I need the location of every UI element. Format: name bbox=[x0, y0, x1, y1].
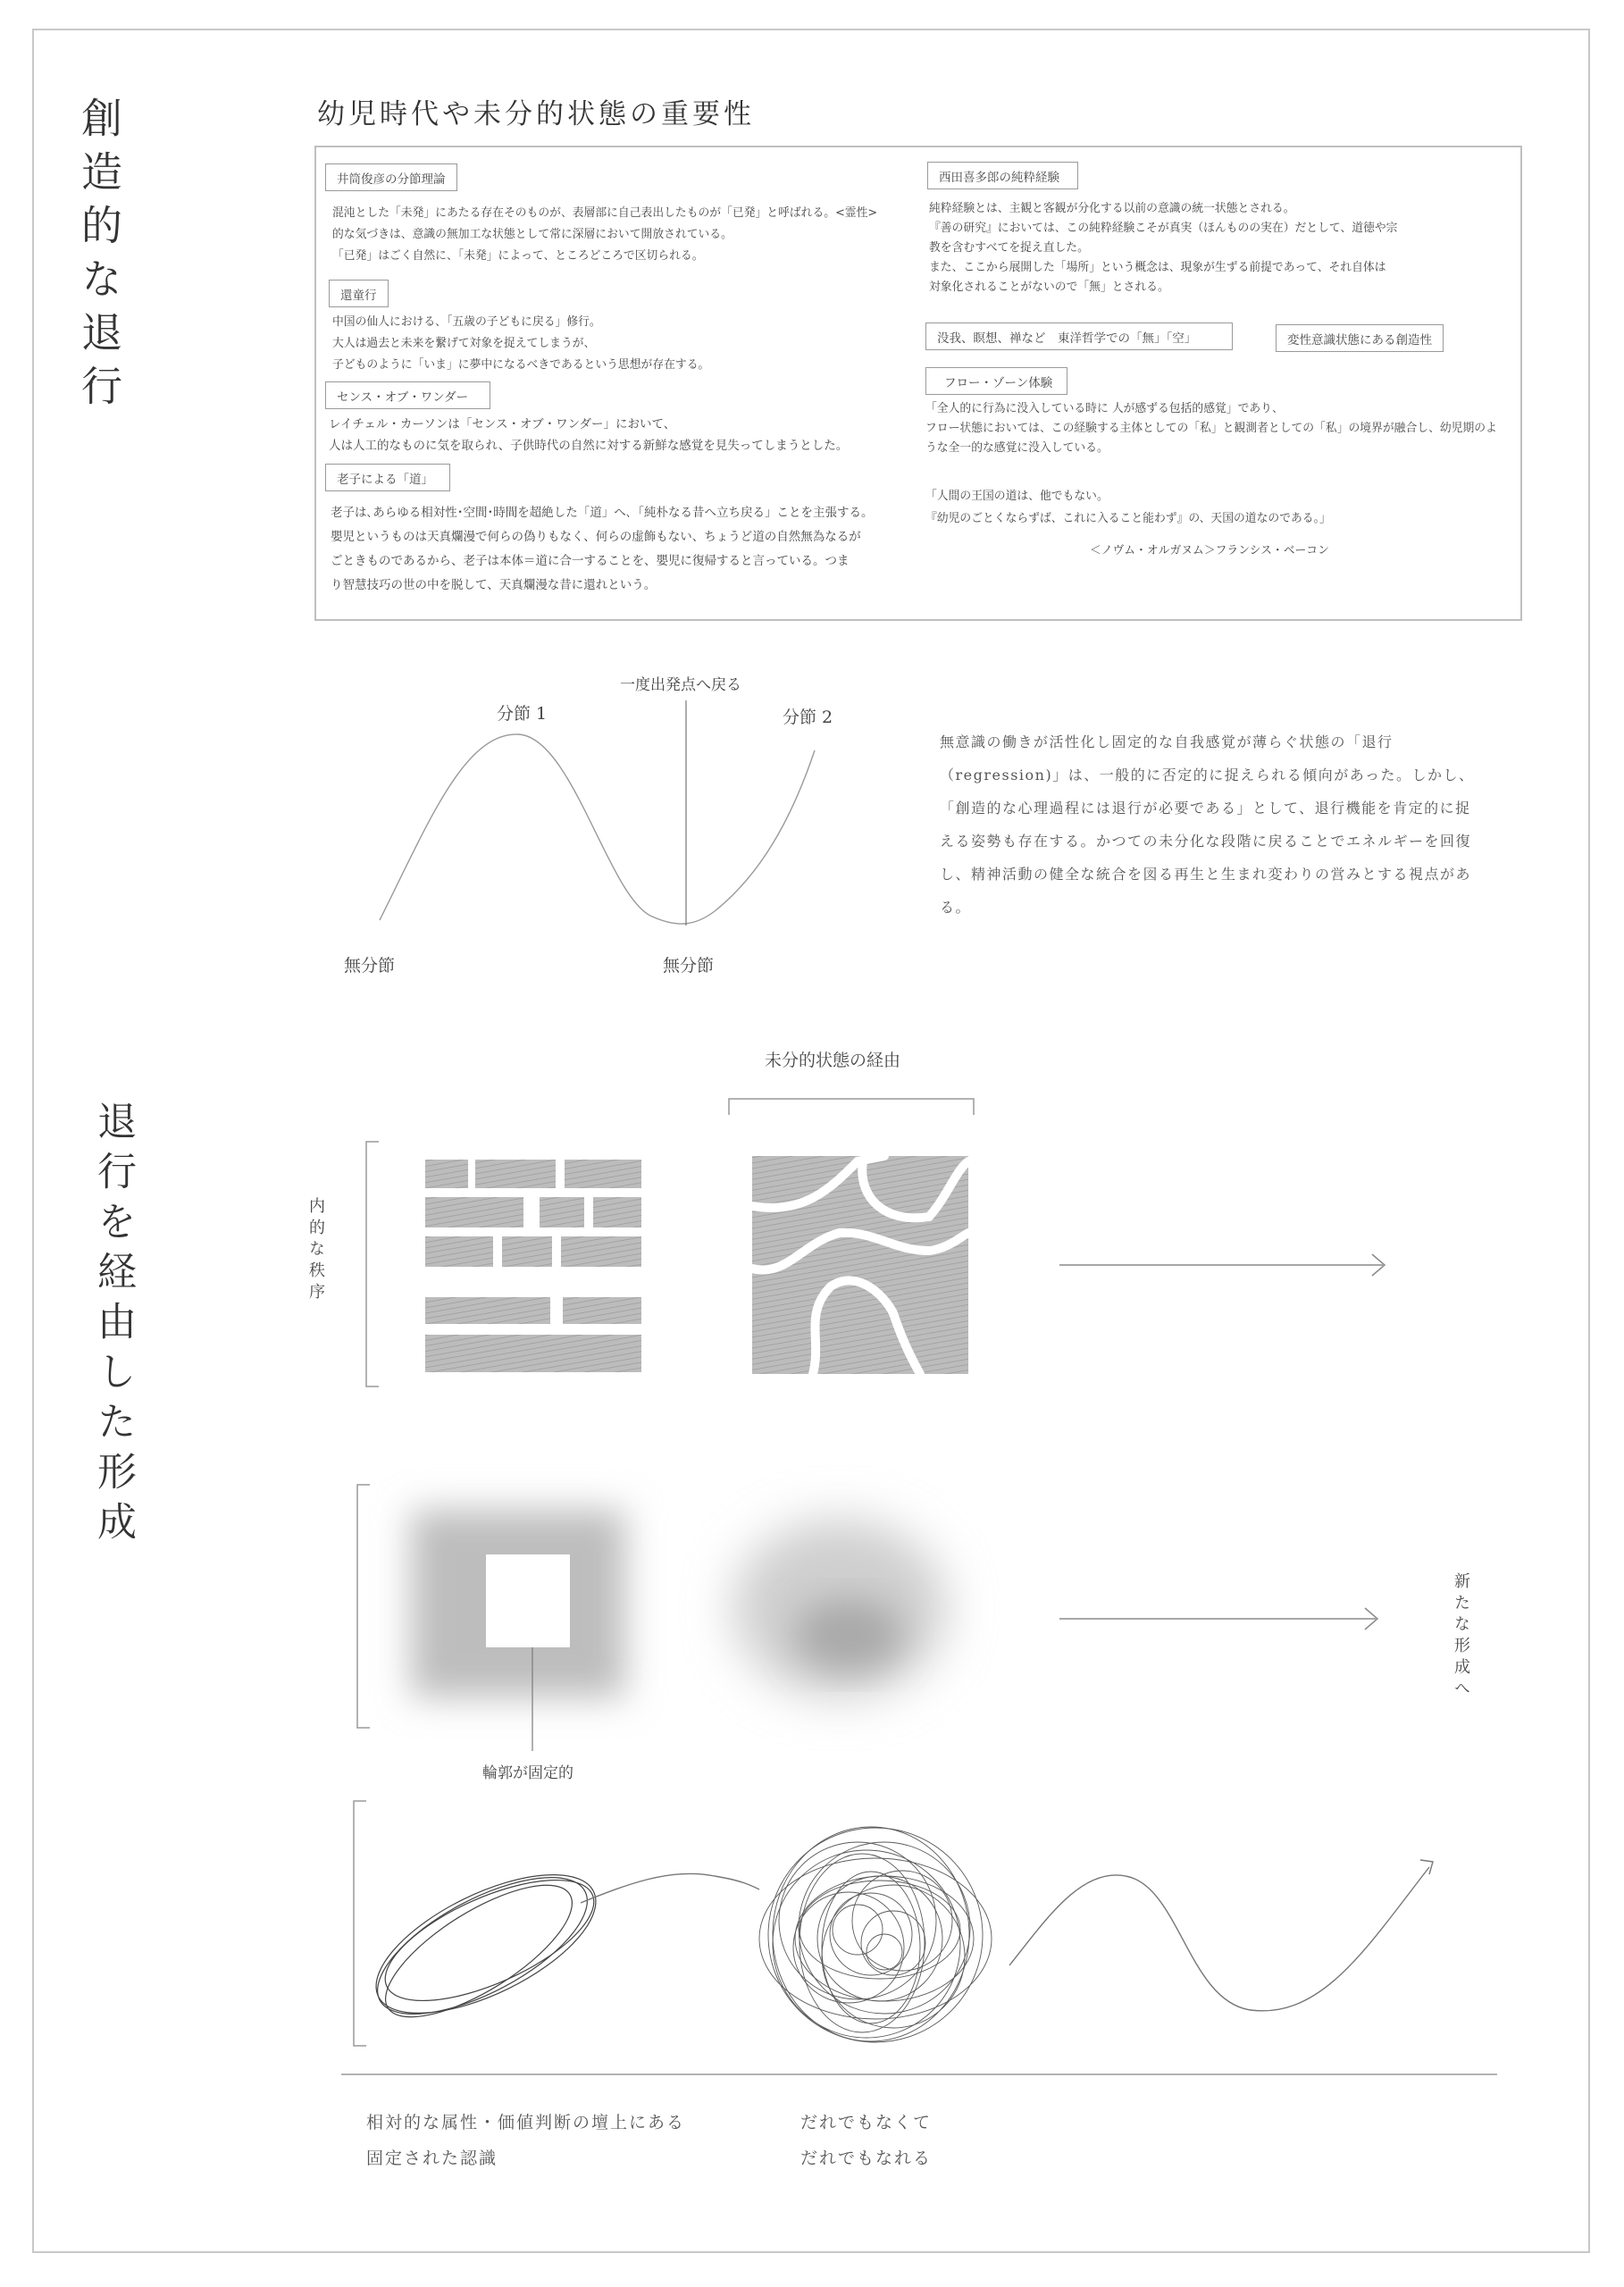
brick-pattern bbox=[425, 1160, 641, 1372]
tag-izutsu: 井筒俊彦の分節理論 bbox=[325, 163, 457, 191]
nishida-line: また、ここから展開した「場所」という概念は、現象が生ずる前提であって、それ自体は bbox=[929, 261, 1386, 274]
laozi-line: 嬰児というものは天真爛漫で何らの偽りもなく、何らの虚飾もない、ちょうど道の自然無為なるが bbox=[331, 530, 861, 544]
bottom-left-line: 固定された認識 bbox=[366, 2149, 498, 2168]
left-bracket-1 bbox=[366, 1142, 379, 1386]
label-undifferentiated-path: 未分的状態の経由 bbox=[765, 1051, 901, 1070]
kandogyo-line: 中国の仙人における、「五歳の子どもに戻る」修行。 bbox=[332, 315, 601, 329]
tag-nishida: 西田喜多郎の純粋経験 bbox=[927, 162, 1078, 189]
bacon-line: 「人間の王国の道は、他でもない。 bbox=[925, 490, 1109, 503]
tag-kandogyo: 還童行 bbox=[329, 280, 389, 307]
tag-flow-zone: フロー・ゾーン体験 bbox=[925, 367, 1067, 395]
cloud-dissolved bbox=[732, 1519, 947, 1697]
chaotic-scribble bbox=[759, 1827, 992, 2042]
title-creative-regression: 創造的な退行 bbox=[75, 96, 123, 418]
label-mubunsetsu-left: 無分節 bbox=[344, 956, 396, 976]
izutsu-line: 混沌とした「未発」にあたる存在そのものが、表層部に自己表出したものが「已発」と呼ばれる。<霊性> bbox=[332, 206, 878, 220]
label-fixed-outline: 輪郭が固定的 bbox=[482, 1764, 573, 1782]
kandogyo-line: 大人は過去と未来を繋げて対象を捉えてしまうが、 bbox=[332, 337, 596, 350]
label-inner-order: 内的な秩序 bbox=[306, 1197, 325, 1304]
cloud-fixed-outline bbox=[411, 1510, 625, 1751]
izutsu-line: 「已発」はごく自然に、「未発」によって、ところどころで区切られる。 bbox=[332, 249, 704, 263]
left-bracket-2 bbox=[357, 1485, 370, 1728]
wonder-line: 人は人工的なものに気を取られ、子供時代の自然に対する新鮮な感覚を見失ってしまうとした。 bbox=[329, 439, 849, 453]
label-bunsetsu-1: 分節 1 bbox=[497, 704, 548, 724]
flow-line: うな全一的な感覚に没入している。 bbox=[925, 441, 1109, 455]
left-bracket-3 bbox=[354, 1801, 366, 2046]
laozi-line: り智慧技巧の世の中を脱して、天真爛漫な昔に還れという。 bbox=[331, 578, 657, 592]
arrow-2 bbox=[1059, 1608, 1377, 1629]
izutsu-line: 的な気づきは、意識の無加工な状態として常に深層において開放されている。 bbox=[332, 228, 732, 241]
nishida-line: 対象化されることがないので「無」とされる。 bbox=[929, 281, 1169, 294]
main-title: 幼児時代や未分的状態の重要性 bbox=[317, 98, 755, 130]
flow-line: 「全人的に行為に没入している時に 人が感ずる包括的感覚」であり、 bbox=[925, 402, 1284, 415]
label-bunsetsu-2: 分節 2 bbox=[783, 708, 833, 727]
dissolved-pattern bbox=[752, 1156, 968, 1374]
label-new-formation: 新たな形成へ bbox=[1452, 1572, 1470, 1701]
tag-altered-consciousness: 変性意識状態にある創造性 bbox=[1276, 324, 1444, 352]
bacon-line: 『幼児のごとくならずば、これに入ること能わず』の、天国の道なのである。」 bbox=[925, 512, 1331, 525]
nishida-line: 純粋経験とは、主観と客観が分化する以前の意識の統一状態とされる。 bbox=[929, 202, 1295, 215]
laozi-line: ごときものであるから、老子は本体＝道に合一することを、嬰児に復帰すると言っている。つま bbox=[331, 554, 850, 568]
bottom-right-text bbox=[800, 2105, 932, 2176]
arrow-1 bbox=[1059, 1254, 1385, 1276]
wave-arrowhead bbox=[1420, 1860, 1433, 1874]
kandogyo-line: 子どものように「いま」に夢中になるべきであるという思想が存在する。 bbox=[332, 358, 710, 372]
bottom-right-line: だれでもなれる bbox=[800, 2149, 933, 2168]
tag-eastern-philosophy: 没我、瞑想、禅など 東洋哲学での「無」「空」 bbox=[925, 323, 1233, 350]
tag-laozi: 老子による「道」 bbox=[325, 464, 450, 491]
flow-line: フロー状態においては、この経験する主体としての「私」と観測者としての「私」の境界が融合し、幼児期のよ bbox=[925, 422, 1497, 435]
bottom-left-text bbox=[366, 2105, 685, 2176]
bottom-left-line: 相対的な属性・価値判断の壇上にある bbox=[366, 2113, 686, 2132]
tag-sense-of-wonder: センス・オブ・ワンダー bbox=[325, 381, 490, 409]
title-formation-via-regression: 退行を経由した形成 bbox=[90, 1101, 136, 1551]
undifferentiated-bracket bbox=[729, 1099, 974, 1115]
bacon-source: ＜ノヴム・オルガヌム＞フランシス・ベーコン bbox=[1090, 544, 1329, 557]
label-return-to-origin: 一度出発点へ戻る bbox=[620, 676, 741, 694]
bottom-right-line: だれでもなくて bbox=[800, 2113, 933, 2132]
nishida-line: 『善の研究』においては、この純粋経験こそが真実（ほんものの実在）だとして、道徳や宗 bbox=[929, 222, 1398, 235]
label-mubunsetsu-center: 無分節 bbox=[663, 956, 715, 976]
ellipse-scribble bbox=[356, 1847, 615, 2041]
nishida-line: 教を含むすべてを捉え直した。 bbox=[929, 241, 1089, 255]
wonder-line: レイチェル・カーソンは「センス・オブ・ワンダー」において、 bbox=[329, 417, 676, 431]
regression-paragraph: 無意識の働きが活性化し固定的な自我感覚が薄らぐ状態の「退行（regression)」は、一般的に否定的に捉えられる傾向があった。しかし、「創造的な心理過程には退行が必要である」として、退行機能を肯定的に捉える姿勢も存在する。かつての未分化な段階に戻ることでエネルギーを回復し、精神活動の健全な統合を図る再生と生まれ変わりの営みとする視点がある。 bbox=[940, 733, 1475, 916]
wave-line bbox=[581, 1867, 1429, 2011]
laozi-line: 老子は､あらゆる相対性･空間･時間を超絶した「道」へ､「純朴なる昔へ立ち戻る」ことを主張する。 bbox=[331, 506, 874, 520]
